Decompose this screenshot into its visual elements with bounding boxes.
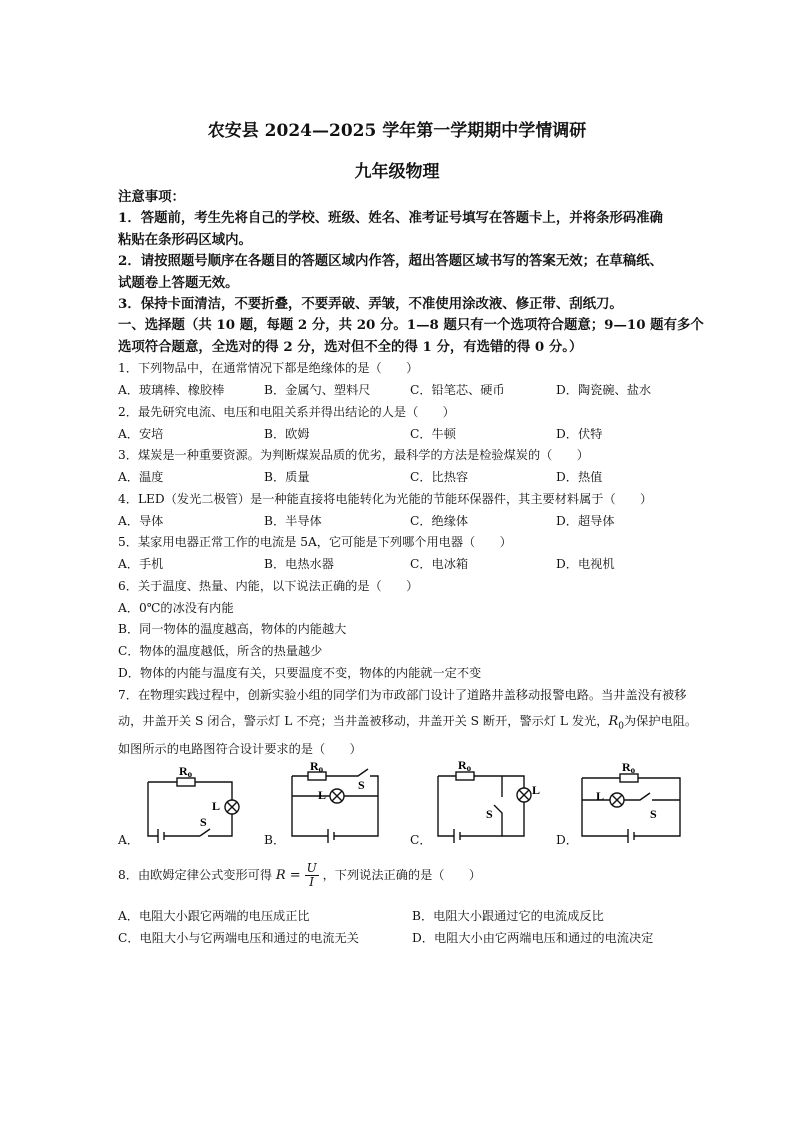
q1-option-b[interactable]: B．金属勺、塑料尺 — [264, 383, 371, 397]
q6-option-a[interactable]: A．0℃的冰没有内能 — [118, 601, 234, 615]
q8-option-b[interactable]: B．电阻大小跟通过它的电流成反比 — [412, 909, 604, 923]
q6-option-c[interactable]: C．物体的温度越低，所含的热量越少 — [118, 644, 323, 658]
circuit-c-diagram[interactable] — [432, 758, 542, 848]
circuit-b-lamp-label: L — [318, 788, 327, 802]
section-1-b: 选项符合题意，全选对的得 2 分，选对但不全的得 1 分，有选错的得 0 分。） — [118, 339, 583, 355]
q3-option-a[interactable]: A．温度 — [118, 470, 164, 484]
q5-option-d[interactable]: D．电视机 — [556, 557, 615, 571]
q1-option-d[interactable]: D．陶瓷碗、盐水 — [556, 383, 652, 397]
circuit-c-switch-label: S — [486, 807, 493, 821]
q4-option-d[interactable]: D．超导体 — [556, 514, 615, 528]
q8-option-d[interactable]: D．电阻大小由它两端电压和通过的电流决定 — [412, 931, 654, 945]
q5-stem: 5．某家用电器正常工作的电流是 5A，它可能是下列哪个用电器（ ） — [118, 535, 512, 549]
q7-stem-b-end: 为保护电阻。 — [623, 714, 698, 728]
note-2b: 试题卷上答题无效。 — [118, 275, 239, 291]
q8-stem — [118, 862, 481, 889]
q7-stem-a: 7．在物理实践过程中，创新实验小组的同学们为市政部门设计了道路井盖移动报警电路。当井盖没有被移 — [118, 688, 687, 702]
section-1-a: 一、选择题（共 10 题，每题 2 分，共 20 分。1—8 题只有一个选项符合题意；9—10 题有多个 — [118, 317, 704, 333]
circuit-d-switch-label: S — [650, 807, 657, 821]
circuit-d-r0-label: Ro — [622, 760, 636, 775]
q1-stem: 1．下列物品中，在通常情况下都是绝缘体的是（ ） — [118, 361, 419, 375]
q2-stem: 2．最先研究电流、电压和电阻关系并得出结论的人是（ ） — [118, 405, 455, 419]
q8-fraction-denominator: I — [309, 875, 315, 889]
q7-stem-b-text: 动，井盖开关 S 闭合，警示灯 L 不亮；当井盖被移动，井盖开关 S 断开，警示灯 L 发光， — [118, 714, 609, 728]
q4-stem: 4．LED（发光二极管）是一种能直接将电能转化为光能的节能环保器件，其主要材料属于（ ） — [118, 492, 653, 506]
q5-option-a[interactable]: A．手机 — [118, 557, 164, 571]
q8-stem-a: 8．由欧姆定律公式变形可得 — [118, 868, 273, 882]
note-1a: 1．答题前，考生先将自己的学校、班级、姓名、准考证号填写在答题卡上，并将条形码准确 — [118, 210, 663, 226]
q7-option-d-label[interactable]: D． — [556, 833, 578, 847]
q8-option-c[interactable]: C．电阻大小与它两端电压和通过的电流无关 — [118, 931, 359, 945]
q7-stem-c: 如图所示的电路图符合设计要求的是（ ） — [118, 742, 362, 756]
q3-option-b[interactable]: B．质量 — [264, 470, 310, 484]
note-3: 3．保持卡面清洁，不要折叠，不要弄破、弄皱，不准使用涂改液、修正带、刮纸刀。 — [118, 296, 623, 312]
circuit-d-diagram[interactable] — [576, 760, 688, 848]
q2-option-c[interactable]: C．牛顿 — [410, 427, 456, 441]
q2-option-b[interactable]: B．欧姆 — [264, 427, 310, 441]
q7-r0-symbol: R — [608, 714, 619, 729]
circuit-c-r0-label: Ro — [458, 758, 472, 773]
q4-option-a[interactable]: A．导体 — [118, 514, 164, 528]
q8-option-a[interactable]: A．电阻大小跟它两端的电压成正比 — [118, 909, 310, 923]
q8-fraction — [305, 862, 319, 889]
circuit-a-diagram[interactable] — [140, 762, 256, 848]
q7-stem-b — [118, 712, 697, 731]
q8-eq-lhs: R = — [275, 868, 301, 883]
circuit-a-r0-label: Ro — [179, 764, 193, 779]
notes-heading: 注意事项： — [118, 189, 185, 205]
q7-option-c-label[interactable]: C． — [410, 833, 432, 847]
circuit-a-lamp-label: L — [212, 799, 221, 813]
note-2a: 2．请按照题号顺序在各题目的答题区域内作答，超出答题区域书写的答案无效；在草稿纸、 — [118, 253, 663, 269]
circuit-a-switch-label: S — [200, 815, 207, 829]
circuit-d-lamp-label: L — [596, 789, 605, 803]
circuit-b-diagram[interactable] — [284, 762, 384, 848]
note-1b: 粘贴在条形码区域内。 — [118, 232, 252, 248]
q1-option-a[interactable]: A．玻璃棒、橡胶棒 — [118, 383, 225, 397]
circuit-c-lamp-label: L — [532, 783, 541, 797]
q2-option-a[interactable]: A．安培 — [118, 427, 164, 441]
q1-option-c[interactable]: C．铅笔芯、硬币 — [410, 383, 505, 397]
q5-option-c[interactable]: C．电冰箱 — [410, 557, 469, 571]
q6-option-b[interactable]: B．同一物体的温度越高，物体的内能越大 — [118, 622, 347, 636]
q4-option-c[interactable]: C．绝缘体 — [410, 514, 469, 528]
q3-stem: 3．煤炭是一种重要资源。为判断煤炭品质的优劣，最科学的方法是检验煤炭的（ ） — [118, 448, 589, 462]
q7-option-b-label[interactable]: B． — [264, 833, 286, 847]
exam-title: 农安县 2024—2025 学年第一学期期中学情调研 — [207, 121, 587, 141]
q4-option-b[interactable]: B．半导体 — [264, 514, 322, 528]
circuit-b-r0-label: Ro — [310, 762, 324, 774]
q3-option-d[interactable]: D．热值 — [556, 470, 603, 484]
q2-option-d[interactable]: D．伏特 — [556, 427, 603, 441]
q3-option-c[interactable]: C．比热容 — [410, 470, 469, 484]
exam-subtitle: 九年级物理 — [354, 162, 440, 182]
q8-fraction-numerator: U — [306, 861, 317, 875]
q7-r0-subscript: 0 — [618, 721, 624, 732]
q6-stem: 6．关于温度、热量、内能，以下说法正确的是（ ） — [118, 579, 419, 593]
circuit-b-switch-label: S — [358, 778, 365, 792]
q5-option-b[interactable]: B．电热水器 — [264, 557, 334, 571]
q7-option-a-label[interactable]: A． — [118, 833, 139, 847]
q6-option-d[interactable]: D．物体的内能与温度有关，只要温度不变，物体的内能就一定不变 — [118, 666, 482, 680]
q8-stem-b: ，下列说法正确的是（ ） — [322, 868, 482, 882]
